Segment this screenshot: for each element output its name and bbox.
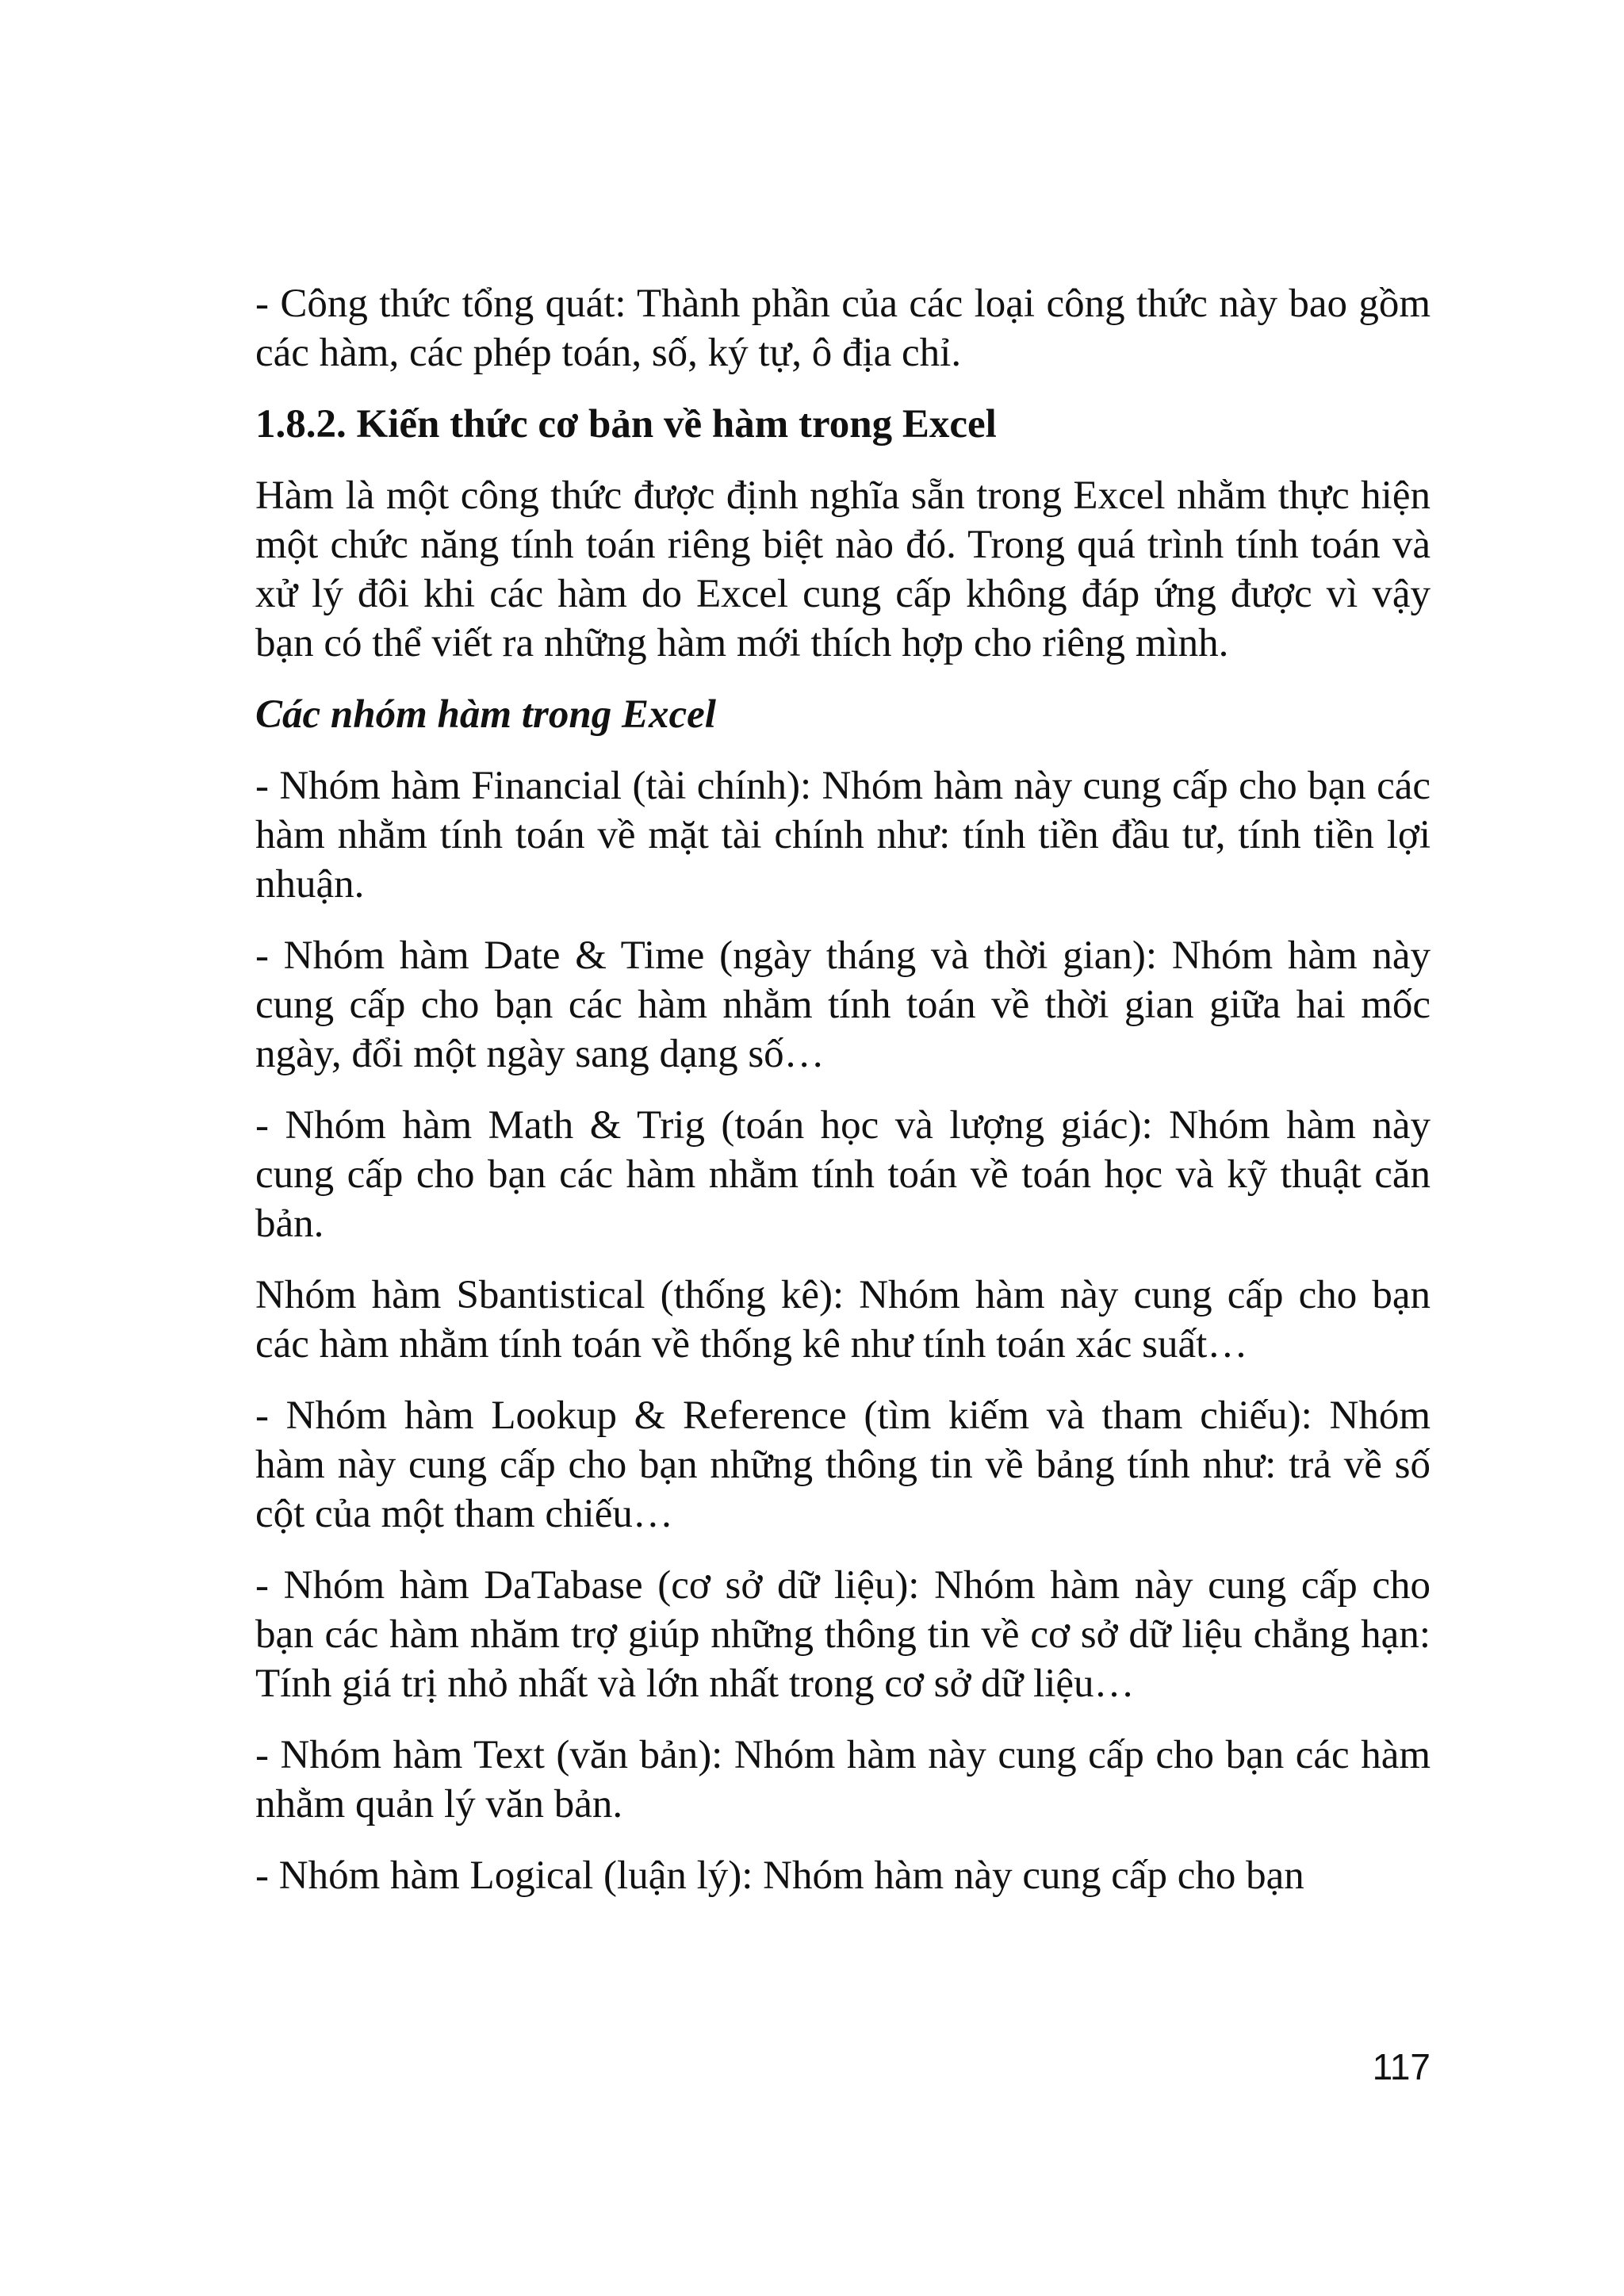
paragraph-text: - Nhóm hàm Text (văn bản): Nhóm hàm này cung cấp cho bạn các hàm nhằm quản lý văn bản. xyxy=(255,1733,1431,1826)
document-page xyxy=(255,279,1431,1922)
paragraph-database: - Nhóm hàm DaTabase (cơ sở dữ liệu): Nhóm hàm này cung cấp cho bạn các hàm nhăm trợ giúp những thông tin về cơ sở dữ liệu chẳng hạn: Tính giá trị nhỏ nhất và lớn nhất trong cơ sở dữ liệu… xyxy=(255,1563,1431,1706)
subsection-heading: Các nhóm hàm trong Excel xyxy=(255,692,716,737)
paragraph-date-time: - Nhóm hàm Date & Time (ngày tháng và thời gian): Nhóm hàm này cung cấp cho bạn các hàm nhằm tính toán về thời gian giữa hai mốc ngày, đổi một ngày sang dạng số… xyxy=(255,933,1431,1076)
paragraph-statistical: Nhóm hàm Sbantistical (thống kê): Nhóm hàm này cung cấp cho bạn các hàm nhằm tính toán về thống kê như tính toán xác suất… xyxy=(255,1273,1431,1366)
paragraph-logical: - Nhóm hàm Logical (luận lý): Nhóm hàm này cung cấp cho bạn xyxy=(255,1853,1304,1898)
paragraph-general-formula: - Công thức tổng quát: Thành phần của các loại công thức này bao gồm các hàm, các phép toán, số, ký tự, ô địa chỉ. xyxy=(255,282,1431,375)
paragraph-math-trig: - Nhóm hàm Math & Trig (toán học và lượng giác): Nhóm hàm này cung cấp cho bạn các hàm nhằm tính toán về toán học và kỹ thuật căn bản. xyxy=(255,1103,1431,1246)
paragraph-lookup-reference: - Nhóm hàm Lookup & Reference (tìm kiếm và tham chiếu): Nhóm hàm này cung cấp cho bạn những thông tin về bảng tính như: trả về số cột của một tham chiếu… xyxy=(255,1393,1431,1536)
page-number: 117 xyxy=(1372,2046,1431,2087)
paragraph-function-definition: Hàm là một công thức được định nghĩa sẵn trong Excel nhằm thực hiện một chức năng tính toán riêng biệt nào đó. Trong quá trình tính toán và xử lý đôi khi các hàm do Excel cung cấp không đáp ứng được vì vậy bạn có thể viết ra những hàm mới thích hợp cho riêng mình. xyxy=(255,473,1431,665)
section-heading: 1.8.2. Kiến thức cơ bản về hàm trong Excel xyxy=(255,402,997,447)
paragraph-financial: - Nhóm hàm Financial (tài chính): Nhóm hàm này cung cấp cho bạn các hàm nhằm tính toán về mặt tài chính như: tính tiền đầu tư, tính tiền lợi nhuận. xyxy=(255,764,1431,907)
